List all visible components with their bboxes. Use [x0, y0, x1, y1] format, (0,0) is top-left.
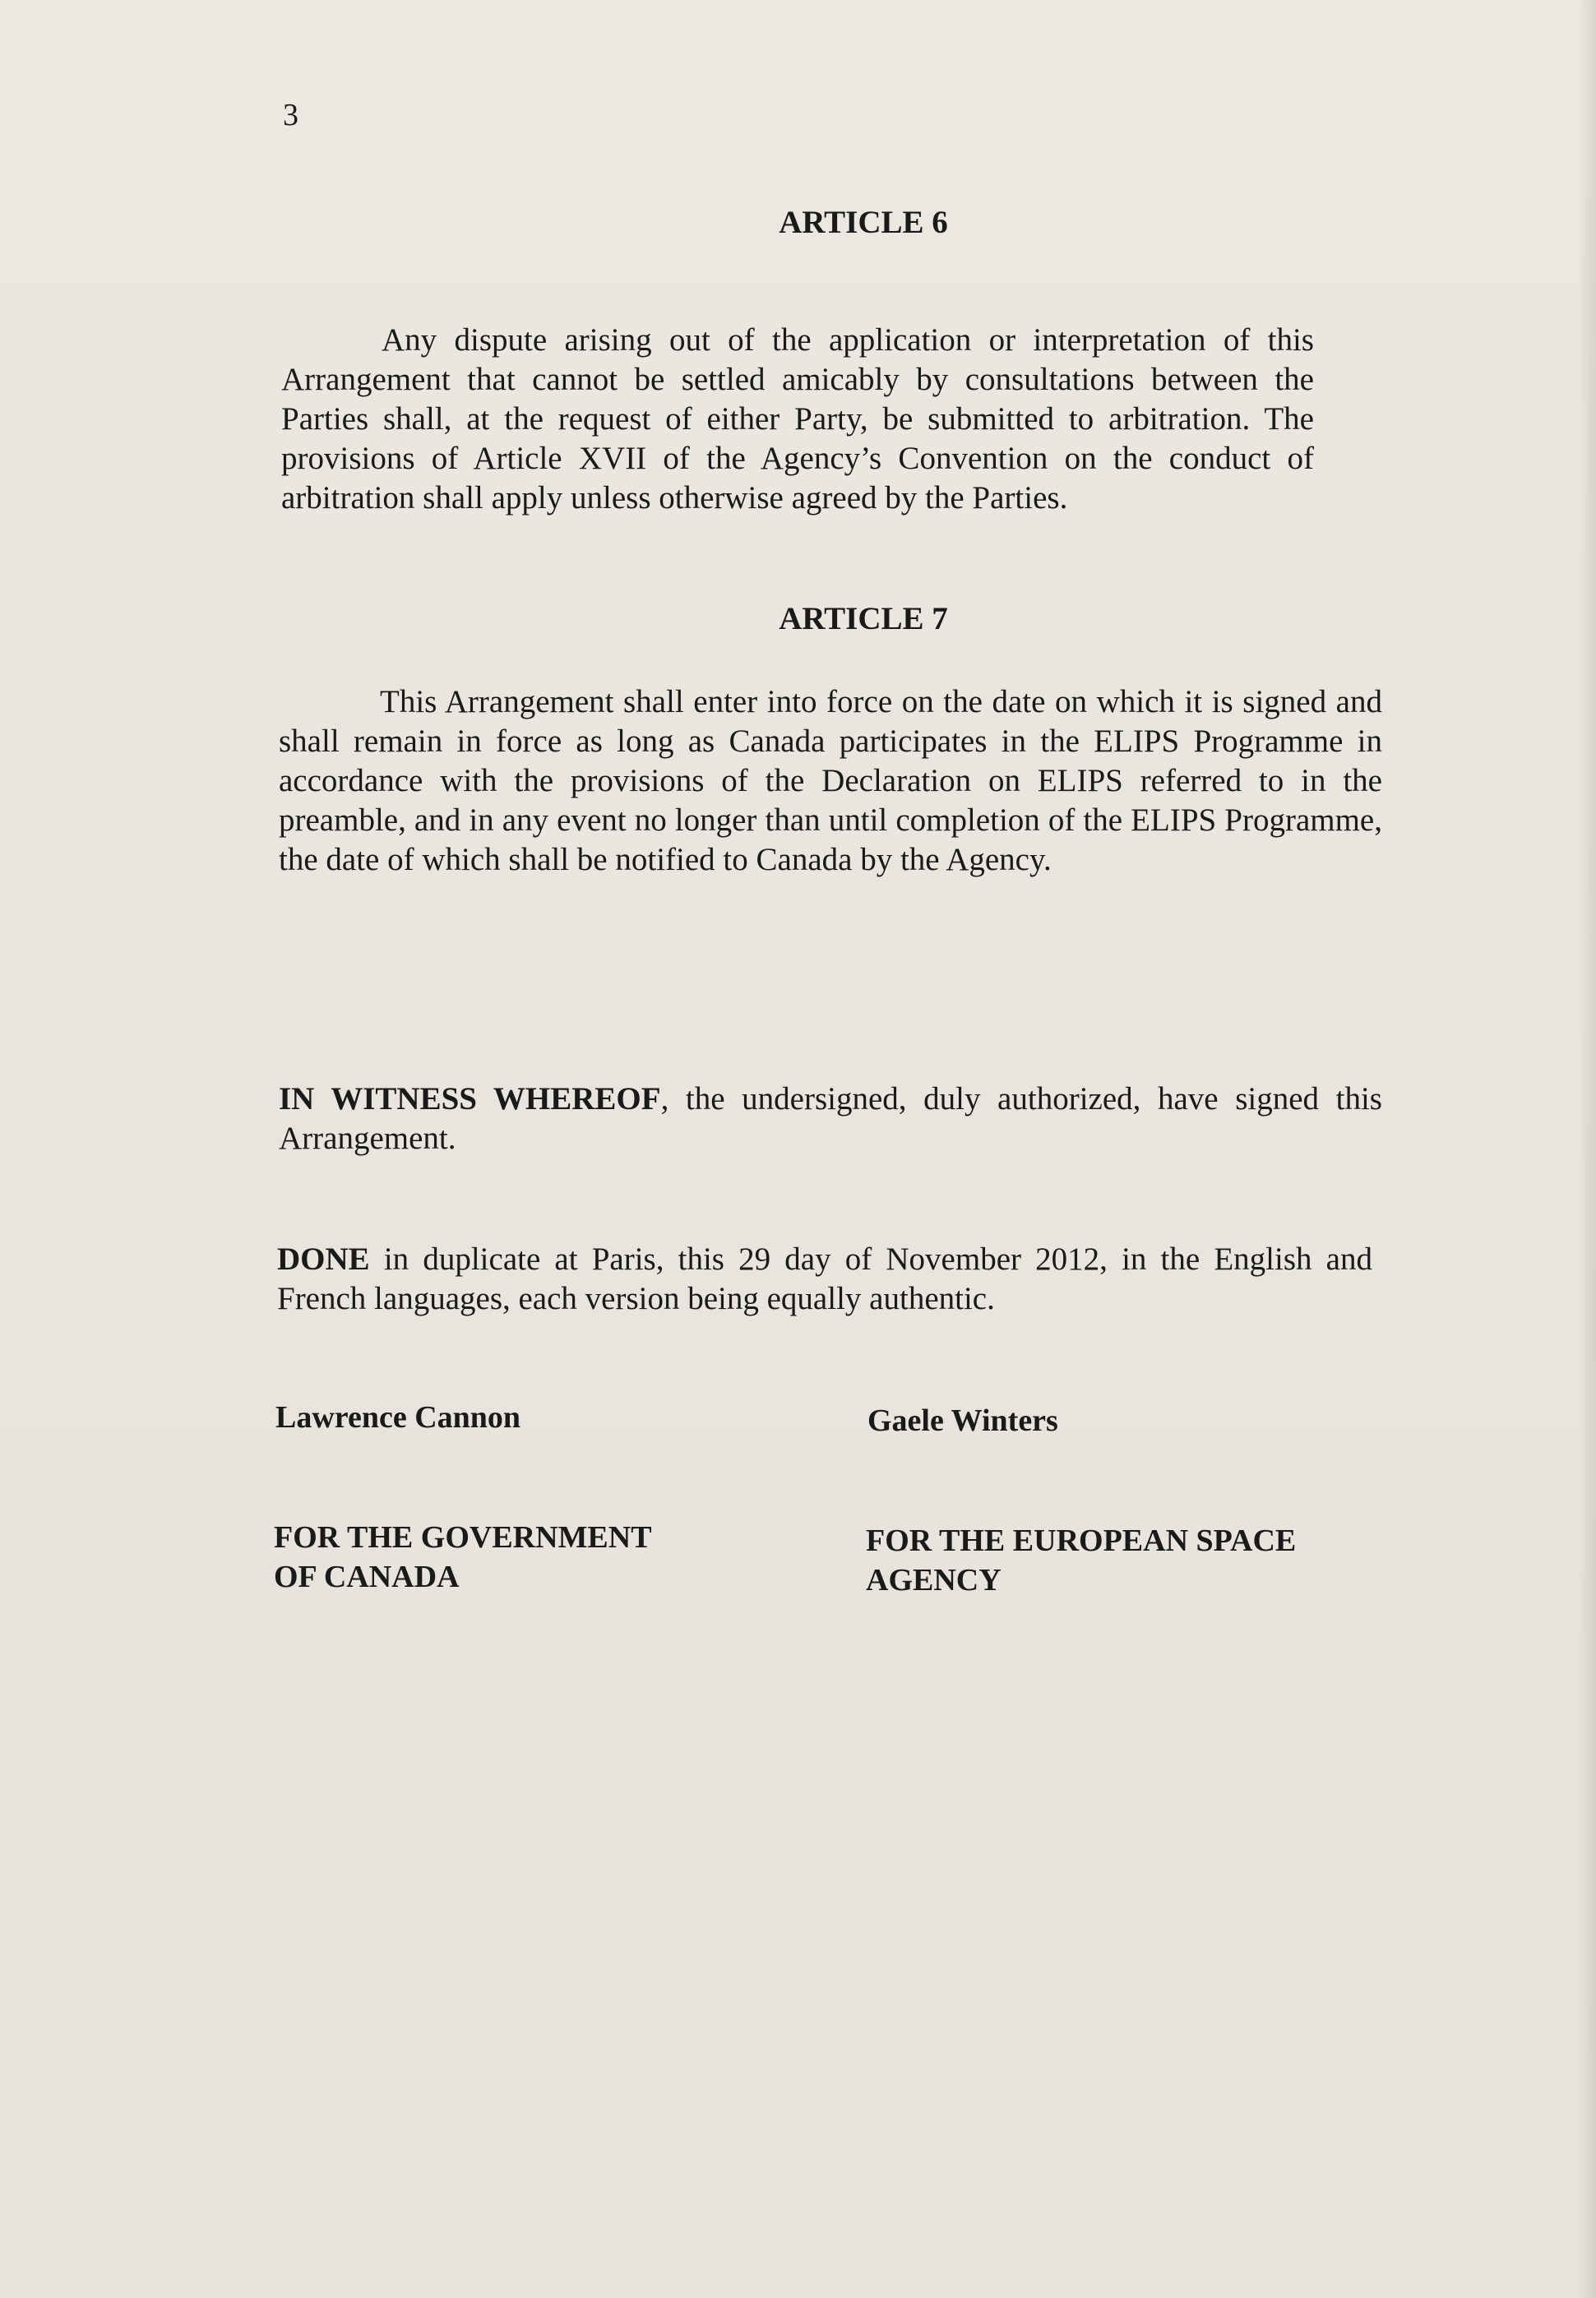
signatory-right-name: Gaele Winters — [867, 1403, 1058, 1438]
done-clause — [277, 1240, 1372, 1319]
signatory-right-party — [866, 1521, 1296, 1600]
done-lead: DONE — [277, 1241, 370, 1277]
signatory-left-party-line1: FOR THE GOVERNMENT — [274, 1520, 652, 1555]
article-7-text: This Arrangement shall enter into force on the date on which it is signed and shall remain in force as long as Canada participates in the ELIPS Programme in accordance with the provisions of the Declaration on ELIPS referred to in the preamble, and in any event no longer than until completion of the ELIPS Programme, the date of which shall be notified to Canada by the Agency. — [279, 684, 1382, 877]
article-6-heading: ARTICLE 6 — [779, 205, 948, 240]
done-text: in duplicate at Paris, this 29 day of November 2012, in the English and French languages, each version being equally authentic. — [277, 1241, 1372, 1316]
page-number: 3 — [283, 98, 298, 132]
article-7-heading: ARTICLE 7 — [779, 601, 948, 636]
article-6-text: Any dispute arising out of the application or interpretation of this Arrangement that cannot be settled amicably by consultations between the Parties shall, at the request of either Party, be submitted to arbitration. The provisions of Article XVII of the Agency’s Convention on the conduct of arbitration shall apply unless otherwise agreed by the Parties. — [281, 322, 1314, 516]
witness-text: , the undersigned, duly authorized, have signed this Arrangement. — [279, 1081, 1382, 1156]
witness-lead: IN WITNESS WHEREOF — [279, 1081, 661, 1117]
witness-clause — [279, 1080, 1382, 1158]
page-edge-shadow — [1578, 0, 1596, 2298]
signatory-left-party — [274, 1518, 652, 1597]
signatory-right-party-line1: FOR THE EUROPEAN SPACE — [866, 1524, 1297, 1558]
signatory-left-party-line2: OF CANADA — [274, 1560, 460, 1594]
signatory-right-party-line2: AGENCY — [866, 1563, 1002, 1598]
signatory-left-name: Lawrence Cannon — [275, 1400, 521, 1435]
